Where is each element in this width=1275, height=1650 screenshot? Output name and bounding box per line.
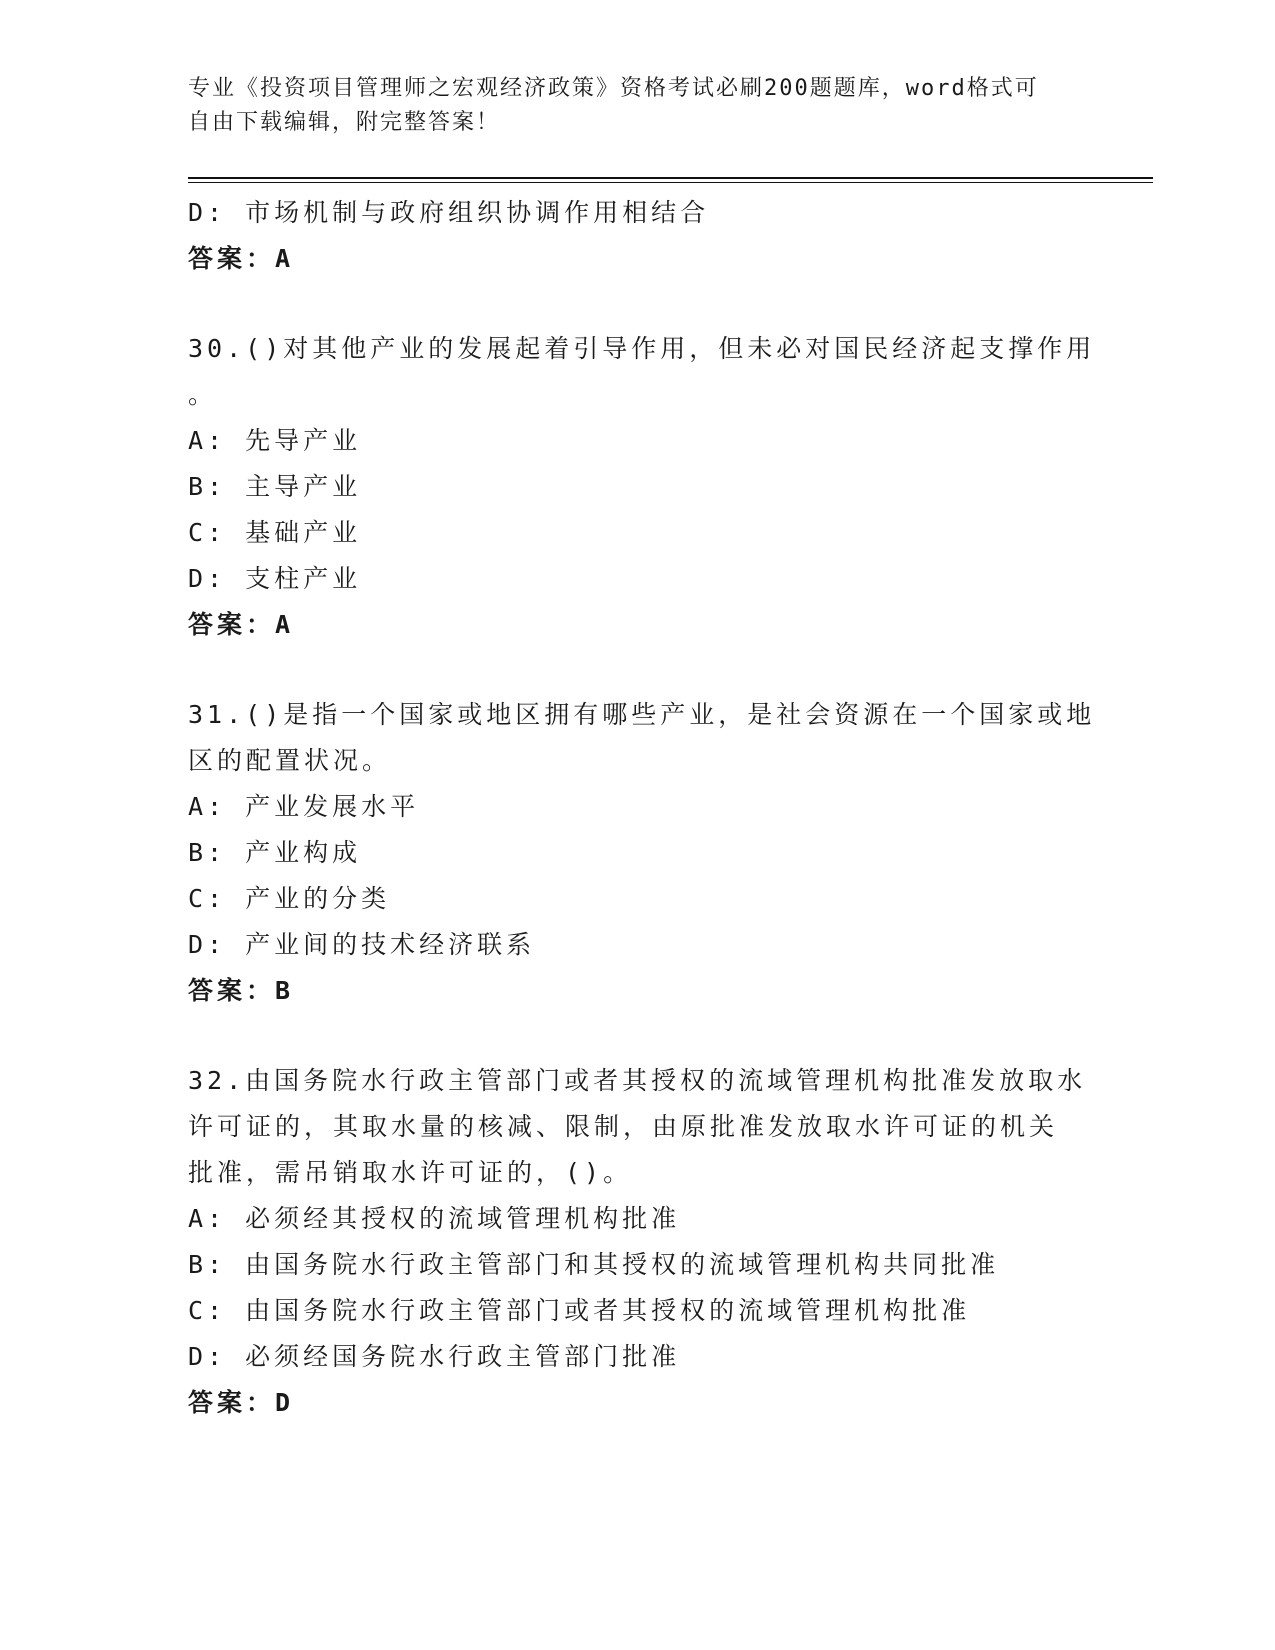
option-a: A: 必须经其授权的流域管理机构批准	[188, 1204, 681, 1233]
document-header	[188, 72, 1068, 140]
option-d: D: 必须经国务院水行政主管部门批准	[188, 1342, 681, 1371]
question-text: 30.()对其他产业的发展起着引导作用，但未必对国民经济起支撑作用	[188, 334, 1096, 363]
option-a: A: 先导产业	[188, 426, 362, 455]
question-text-cont: 区的配置状况。	[188, 746, 392, 775]
question-content	[188, 190, 1096, 1426]
answer: 答案：B	[188, 976, 295, 1005]
question-text-cont: 许可证的，其取水量的核减、限制，由原批准发放取水许可证的机关	[188, 1112, 1059, 1141]
header-line-2: 自由下载编辑，附完整答案！	[188, 110, 501, 135]
option-c: C: 由国务院水行政主管部门或者其授权的流域管理机构批准	[188, 1296, 971, 1325]
option-b: B: 主导产业	[188, 472, 362, 501]
question-30	[188, 326, 1096, 648]
previous-question-tail	[188, 190, 1068, 282]
question-31	[188, 692, 1096, 1014]
question-text: 32.由国务院水行政主管部门或者其授权的流域管理机构批准发放取水	[188, 1066, 1087, 1095]
option-d: D: 市场机制与政府组织协调作用相结合	[188, 198, 710, 227]
option-d: D: 产业间的技术经济联系	[188, 930, 536, 959]
option-a: A: 产业发展水平	[188, 792, 420, 821]
header-rule-thick	[188, 177, 1153, 179]
question-text: 31.()是指一个国家或地区拥有哪些产业，是社会资源在一个国家或地	[188, 700, 1096, 729]
option-b: B: 由国务院水行政主管部门和其授权的流域管理机构共同批准	[188, 1250, 1000, 1279]
question-text-cont: 。	[188, 380, 218, 409]
header-rule-thin	[188, 182, 1153, 183]
option-c: C: 产业的分类	[188, 884, 391, 913]
option-d: D: 支柱产业	[188, 564, 362, 593]
option-b: B: 产业构成	[188, 838, 362, 867]
question-32	[188, 1058, 1087, 1426]
answer: 答案：A	[188, 610, 295, 639]
answer: 答案：D	[188, 1388, 295, 1417]
question-text-cont: 批准，需吊销取水许可证的，()。	[188, 1158, 633, 1187]
answer: 答案：A	[188, 244, 295, 273]
header-line-1: 专业《投资项目管理师之宏观经济政策》资格考试必刷200题题库，word格式可	[188, 76, 1039, 101]
option-c: C: 基础产业	[188, 518, 362, 547]
